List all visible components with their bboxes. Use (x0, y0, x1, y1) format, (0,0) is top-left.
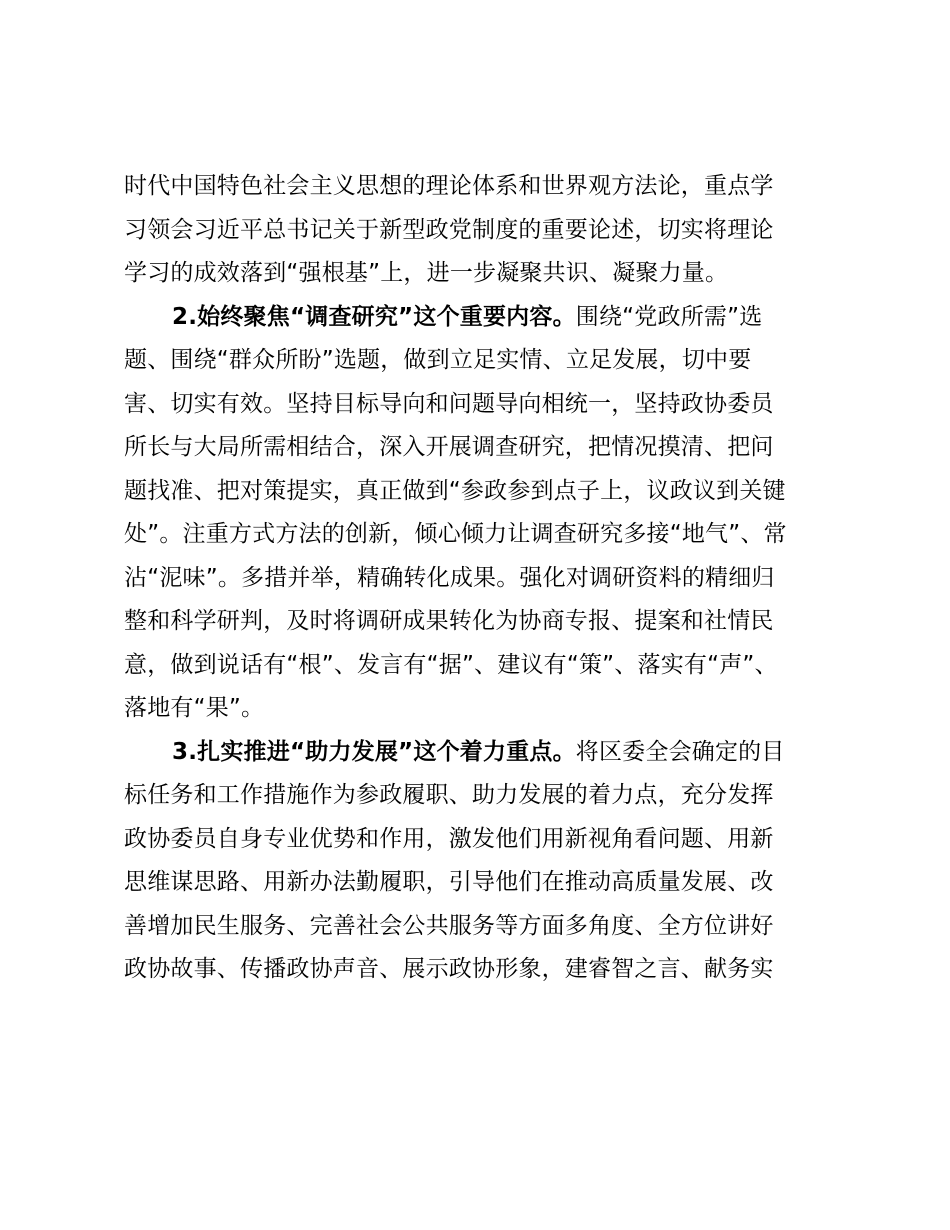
section2-first-line-text: 围绕“党政所需”选 (575, 303, 763, 330)
section2-heading: 2.始终聚焦“调查研究”这个重要内容。 (172, 303, 576, 330)
section2-line-7: 沾“泥味”。多措并举，精确转化成果。强化对调研资料的精细归 (124, 564, 775, 591)
section2-line-8: 整和科学研判，及时将调研成果转化为协商专报、提案和社情民 (124, 608, 774, 634)
paragraph1-line-2: 习领会习近平总书记关于新型政党制度的重要论述，切实将理论 (124, 216, 774, 243)
section3-first-line (124, 731, 836, 775)
section2-line-10: 落地有“果”。 (124, 695, 265, 721)
section2-line-3: 害、切实有效。坚持目标导向和问题导向相统一，坚持政协委员 (124, 390, 774, 417)
section2-line-5: 题找准、把对策提实，真正做到“参政参到点子上，议政议到关键 (124, 477, 786, 504)
section3-line-2: 标任务和工作措施作为参政履职、助力发展的着力点，充分发挥 (124, 782, 774, 808)
section3-heading: 3.扎实推进“助力发展”这个着力重点。 (172, 738, 576, 765)
section3-line-6: 政协故事、传播政协声音、展示政协形象，建睿智之言、献务实 (124, 956, 774, 982)
section3-line-4: 思维谋思路、用新办法勤履职，引导他们在推动高质量发展、改 (124, 869, 774, 895)
section2-line-2: 题、围绕“群众所盼”选题，做到立足实情、立足发展，切中要 (124, 347, 752, 373)
section3-line-5: 善增加民生服务、完善社会公共服务等方面多角度、全方位讲好 (124, 912, 774, 939)
section3-line-3: 政协委员自身专业优势和作用，激发他们用新视角看问题、用新 (124, 825, 774, 852)
section2-line-4: 所长与大局所需相结合，深入开展调查研究，把情况摸清、把问 (124, 434, 774, 460)
section3-first-line-text: 将区委全会确定的目 (575, 738, 785, 765)
section2-first-line (124, 296, 836, 340)
paragraph1-line-3: 学习的成效落到“强根基”上，进一步凝聚共识、凝聚力量。 (124, 260, 729, 286)
body-text (124, 165, 836, 992)
section2-line-9: 意，做到说话有“根”、发言有“据”、建议有“策”、落实有“声”、 (124, 651, 778, 678)
paragraph1-line-1: 时代中国特色社会主义思想的理论体系和世界观方法论，重点学 (124, 173, 774, 199)
section2-line-6: 处”。注重方式方法的创新，倾心倾力让调查研究多接“地气”、常 (124, 521, 787, 547)
